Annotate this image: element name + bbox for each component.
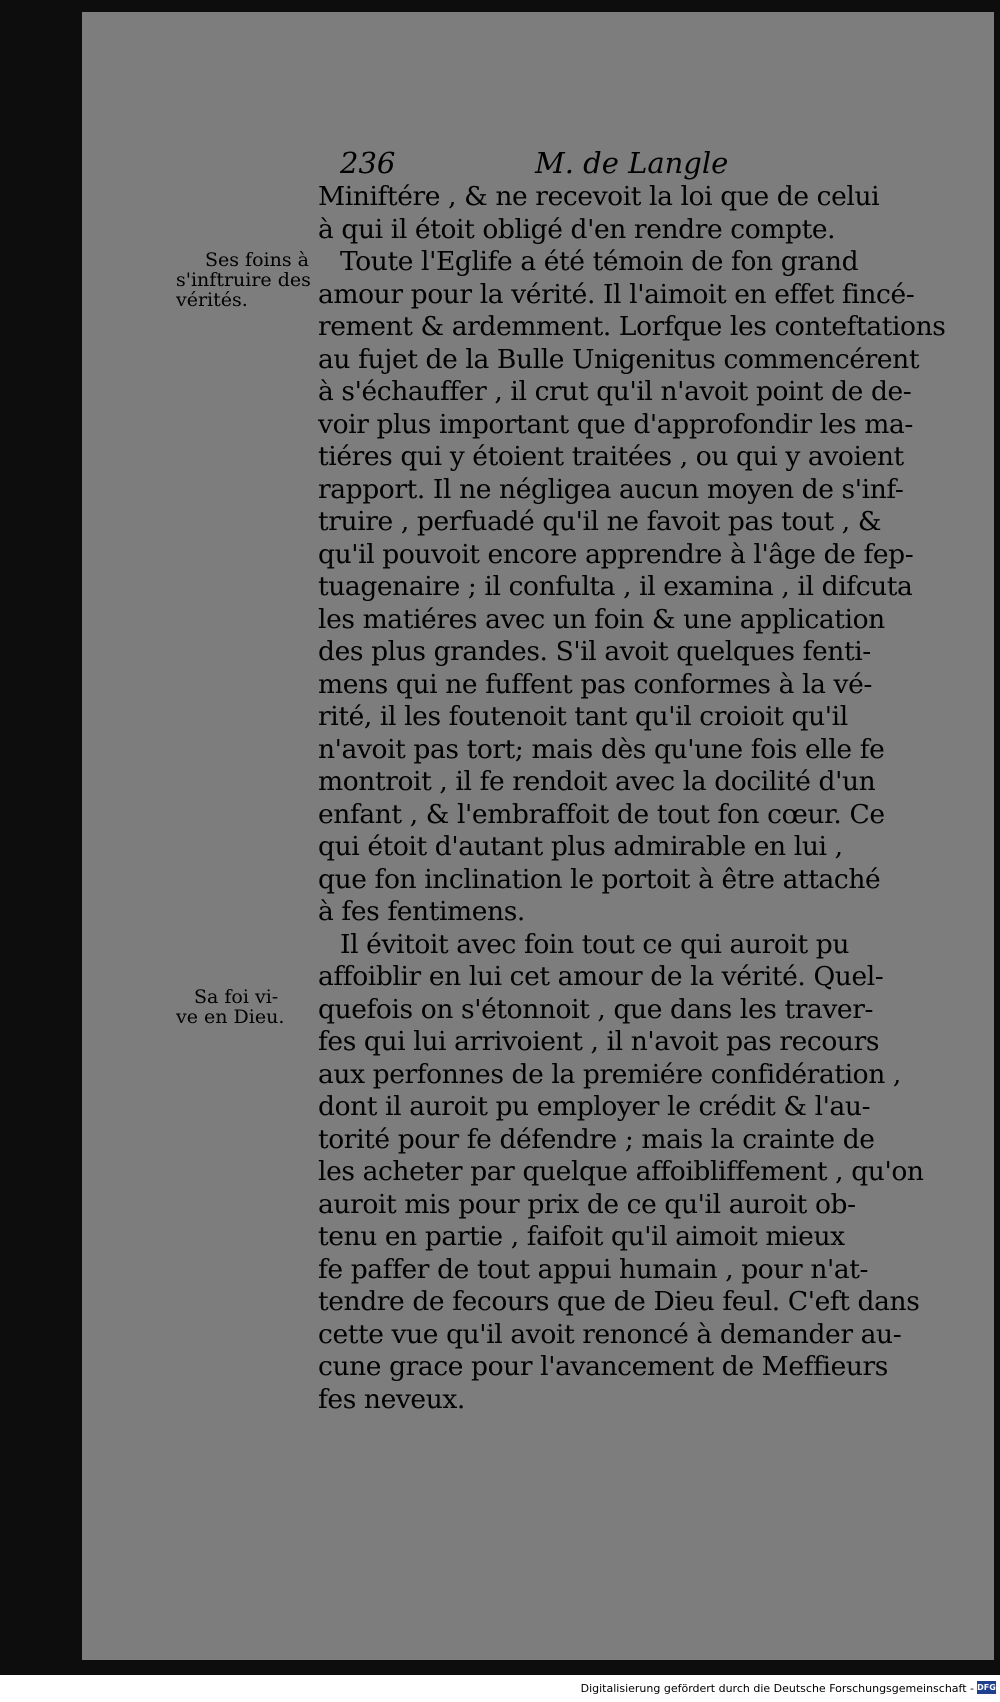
margin-note	[176, 250, 311, 310]
text-line: voir plus important que d'approfondir les ma-	[318, 408, 913, 440]
text-line: rapport. Il ne négligea aucun moyen de s'inf-	[318, 473, 904, 505]
text-line: Miniftére , & ne recevoit la loi que de celui	[318, 181, 880, 212]
paragraph-start-line: Il évitoit avec foin tout ce qui auroit pu	[340, 928, 849, 960]
text-line: amour pour la vérité. Il l'aimoit en effet fincé-	[318, 278, 915, 310]
text-line: qui étoit d'autant plus admirable en lui ,	[318, 831, 843, 862]
text-line: tuagenaire ; il confulta , il examina , il difcuta	[318, 571, 913, 602]
text-line: fe paffer de tout appui humain , pour n'at-	[318, 1253, 869, 1285]
text-line: fes qui lui arrivoient , il n'avoit pas recours	[318, 1026, 880, 1057]
text-line: à qui il étoit obligé d'en rendre compte.	[318, 213, 836, 245]
body-text	[318, 181, 946, 1416]
text-line: mens qui ne fuffent pas conformes à la vé-	[318, 668, 872, 700]
margin-note-line: Sa foi vi-	[194, 986, 279, 1008]
text-line: rité, il les foutenoit tant qu'il croioit qu'il	[318, 701, 848, 732]
page-number: 236	[340, 146, 396, 180]
running-head	[340, 146, 810, 186]
text-line: quefois on s'étonnoit , que dans les traver-	[318, 993, 874, 1025]
margin-note-line: vérités.	[176, 289, 248, 311]
text-line: tenu en partie , faifoit qu'il aimoit mieux	[318, 1221, 845, 1252]
funding-credit: Digitalisierung gefördert durch die Deutsche Forschungsgemeinschaft -	[580, 1682, 974, 1695]
text-line: enfant , & l'embraffoit de tout fon cœur. Ce	[318, 798, 885, 830]
text-line: à fes fentimens.	[318, 896, 525, 927]
text-line: affoiblir en lui cet amour de la vérité. Quel-	[318, 961, 884, 992]
text-line: rement & ardemment. Lorfque les conteftations	[318, 311, 946, 342]
text-line: auroit mis pour prix de ce qu'il auroit ob-	[318, 1188, 856, 1220]
text-line: les acheter par quelque affoibliffement , qu'on	[318, 1156, 924, 1187]
text-line: cette vue qu'il avoit renoncé à demander au-	[318, 1318, 902, 1350]
running-title: M. de Langle	[535, 146, 729, 180]
text-line: les matiéres avec un foin & une application	[318, 603, 885, 635]
text-line: au fujet de la Bulle Unigenitus commencérent	[318, 343, 920, 375]
text-line: tendre de fecours que de Dieu feul. C'eft dans	[318, 1286, 920, 1317]
text-line: qu'il pouvoit encore apprendre à l'âge de fep-	[318, 538, 914, 570]
text-line: n'avoit pas tort; mais dès qu'une fois elle fe	[318, 733, 885, 765]
margin-note-line: ve en Dieu.	[176, 1006, 285, 1028]
margin-note-line: s'inftruire des	[176, 269, 311, 291]
margin-note	[176, 987, 284, 1027]
paragraph-start-line: Toute l'Eglife a été témoin de fon grand	[340, 246, 859, 277]
dfg-logo-icon: DFG	[977, 1683, 996, 1692]
text-line: à s'échauffer , il crut qu'il n'avoit point de de-	[318, 376, 912, 407]
text-line: aux perfonnes de la premiére confidération ,	[318, 1058, 901, 1090]
text-line: tiéres qui y étoient traitées , ou qui y avoient	[318, 441, 904, 472]
text-line: truire , perfuadé qu'il ne favoit pas tout , &	[318, 506, 882, 537]
digitization-footer	[0, 1675, 1000, 1702]
text-line: cune grace pour l'avancement de Meffieurs	[318, 1351, 889, 1382]
text-line: que fon inclination le portoit à être attaché	[318, 863, 881, 895]
text-line: montroit , il fe rendoit avec la docilité d'un	[318, 766, 876, 797]
text-line: fes neveux.	[318, 1383, 465, 1415]
text-line: des plus grandes. S'il avoit quelques fenti-	[318, 636, 871, 667]
text-line: dont il auroit pu employer le crédit & l'au-	[318, 1091, 871, 1122]
text-line: torité pour fe défendre ; mais la crainte de	[318, 1123, 875, 1155]
margin-note-line: Ses foins à	[205, 249, 309, 271]
